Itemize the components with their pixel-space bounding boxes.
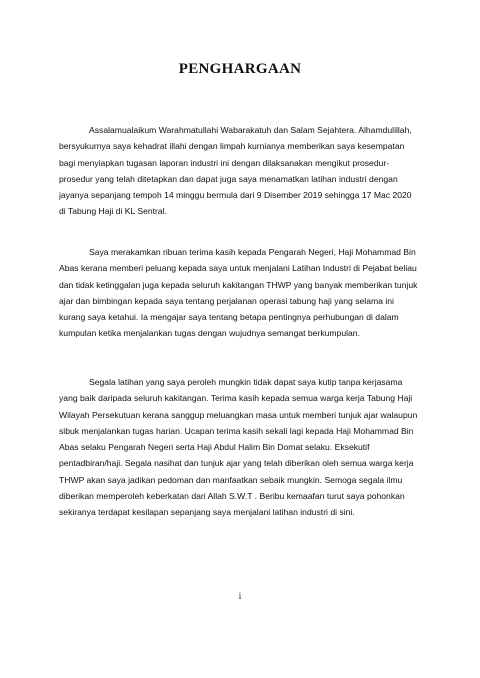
paragraph-line: bagi menyiapkan tugasan laporan industri ini dengan dilaksanakan mengikut prosedur- bbox=[59, 157, 390, 168]
page-number: i bbox=[238, 591, 242, 601]
paragraph-line: sibuk menjalankan tugas harian. Ucapan terima kasih sekali lagi kepada Haji Mohammad Bin bbox=[59, 425, 414, 436]
paragraph-line: Abas selaku Pengarah Negeri serta Haji Abdul Halim Bin Domat selaku. Eksekutif bbox=[59, 442, 370, 453]
paragraph-line: THWP akan saya jadikan pedoman dan manfaatkan sebaik mungkin. Semoga segala ilmu bbox=[59, 474, 403, 485]
paragraph-line: pentadbiran/haji. Segala nasihat dan tunjuk ajar yang telah diberikan oleh semua warga kerja bbox=[59, 458, 414, 469]
paragraph-line: diberikan memperoleh keberkatan dari Allah S.W.T . Beribu kemaafan turut saya pohonkan bbox=[59, 491, 405, 502]
paragraph-line: Wilayah Persekutuan kerana sanggup meluangkan masa untuk memberi tunjuk ajar walaupun bbox=[59, 409, 418, 420]
paragraph-line: Assalamualaikum Warahmatullahi Wabarakatuh dan Salam Sejahtera. Alhamdulillah, bbox=[89, 125, 412, 135]
paragraph-line: dan tidak ketinggalan juga kepada seluruh kakitangan THWP yang banyak memberikan tunjuk bbox=[59, 279, 418, 290]
paragraph-thanks-staff bbox=[59, 374, 437, 521]
paragraph-line: ajar dan bimbingan kepada saya tentang perjalanan operasi tabung haji yang selama ini bbox=[59, 295, 394, 306]
paragraph-line: Abas kerana memberi peluang kepada saya untuk menjalani Latihan Industri di Pejabat beliau bbox=[59, 263, 417, 274]
paragraph-thanks-director bbox=[59, 244, 437, 342]
paragraph-line: di Tabung Haji di KL Sentral. bbox=[59, 206, 167, 217]
page-title: PENGHARGAAN bbox=[178, 61, 302, 77]
paragraph-line: prosedur yang telah ditetapkan dan dapat juga saya menamatkan latihan industri dengan bbox=[59, 173, 398, 184]
paragraph-line: Saya merakamkan ribuan terima kasih kepada Pengarah Negeri, Haji Mohammad Bin bbox=[89, 247, 416, 257]
paragraph-opening bbox=[59, 122, 437, 220]
paragraph-line: jayanya sepanjang tempoh 14 minggu bermula dari 9 Disember 2019 sehingga 17 Mac 2020 bbox=[59, 190, 412, 201]
paragraph-line: sekiranya terdapat kesilapan sepanjang saya menjalani latihan industri di sini. bbox=[59, 507, 355, 518]
paragraph-line: yang baik daripada seluruh kakitangan. Terima kasih kepada semua warga kerja Tabung Haji bbox=[59, 393, 413, 404]
paragraph-line: bersyukurnya saya kehadrat illahi dengan limpah kurnianya memberikan saya kesempatan bbox=[59, 141, 405, 152]
paragraph-line: Segala latihan yang saya peroleh mungkin tidak dapat saya kutip tanpa kerjasama bbox=[89, 377, 403, 387]
paragraph-line: kurang saya ketahui. Ia mengajar saya tentang betapa pentingnya perhubungan di dalam bbox=[59, 312, 399, 323]
paragraph-line: kumpulan ketika menjalankan tugas dengan wujudnya semangat berkumpulan. bbox=[59, 328, 360, 339]
